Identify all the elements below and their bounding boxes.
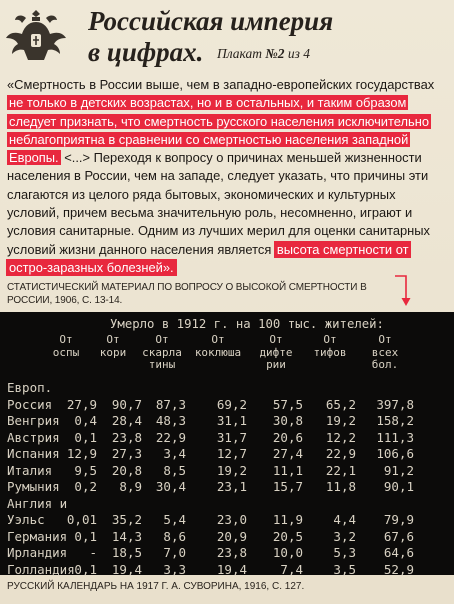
table-cell: 27,3 <box>111 446 142 461</box>
table-col-header: От всех бол. <box>371 333 399 371</box>
table-cell: 27,9 <box>66 396 97 412</box>
table-cell: 67,6 <box>383 528 414 544</box>
table-row-label: Германия <box>7 528 68 544</box>
table-cell: 3,5 <box>333 561 356 577</box>
double-headed-eagle-icon <box>4 4 68 68</box>
table-col-header: От дифте рии <box>259 333 293 371</box>
table-col-header: От кори <box>99 333 127 359</box>
table-cell: 22,1 <box>325 462 356 478</box>
table-cell: 158,2 <box>376 413 414 428</box>
table-cell: 19,4 <box>111 561 142 577</box>
table-cell: 28,4 <box>111 413 142 428</box>
table-cell: 3,2 <box>333 528 356 544</box>
table-row-label: Румыния <box>7 479 60 494</box>
table-cell: 8,9 <box>119 479 142 494</box>
table-row-label: Голландия <box>7 561 75 577</box>
mortality-table <box>0 312 454 575</box>
table-group-label: Европ. <box>7 380 53 395</box>
table-cell: 23,0 <box>216 512 247 527</box>
table-row-label: Венгрия <box>7 413 60 428</box>
table-cell: 20,8 <box>111 462 142 478</box>
table-cell: 11,1 <box>272 462 303 478</box>
table-cell: 91,2 <box>383 462 414 478</box>
table-cell: 19,2 <box>216 462 247 478</box>
table-cell: 35,2 <box>111 512 142 527</box>
table-cell: 57,5 <box>272 396 303 412</box>
table-cell: 12,7 <box>216 446 247 461</box>
table-cell: 30,4 <box>155 479 186 494</box>
table-cell: 27,4 <box>272 446 303 461</box>
table-cell: 0,1 <box>74 528 97 544</box>
table-cell: 48,3 <box>155 413 186 428</box>
table-row-label: Россия <box>7 396 53 412</box>
table-cell: 0,01 <box>66 512 97 527</box>
table-cell: 64,6 <box>383 545 414 560</box>
table-cell: 10,0 <box>272 545 303 560</box>
table-cell: 12,2 <box>325 429 356 445</box>
table-cell: 7,4 <box>280 561 303 577</box>
table-cell: 18,5 <box>111 545 142 560</box>
table-cell: 111,3 <box>376 429 414 445</box>
table-cell: 31,7 <box>216 429 247 445</box>
table-cell: 3,4 <box>163 446 186 461</box>
table-cell: 11,9 <box>272 512 303 527</box>
highlight-2: высота смертности от остро-заразных болезней». <box>9 241 409 275</box>
table-row-label: Австрия <box>7 429 60 445</box>
table-cell: 0,1 <box>74 561 97 577</box>
table-cell: 65,2 <box>325 396 356 412</box>
table-cell: 14,3 <box>111 528 142 544</box>
table-cell: 11,8 <box>325 479 356 494</box>
table-cell: 8,5 <box>163 462 186 478</box>
table-col-header: От коклюша <box>194 333 242 359</box>
poster-number: Плакат №2 из 4 <box>217 46 311 61</box>
table-cell: 52,9 <box>383 561 414 577</box>
table-cell: 8,6 <box>163 528 186 544</box>
table-col-header: От скарла тины <box>142 333 182 371</box>
table-cell: 20,6 <box>272 429 303 445</box>
table-cell: 87,3 <box>155 396 186 412</box>
table-cell: 90,1 <box>383 479 414 494</box>
table-cell: 9,5 <box>74 462 97 478</box>
poster-title: Российская империя <box>88 6 334 36</box>
table-cell: 0,1 <box>74 429 97 445</box>
bracket-arrow-icon <box>393 271 417 309</box>
table-cell: 5,3 <box>333 545 356 560</box>
table-cell: 22,9 <box>325 446 356 461</box>
table-cell: 0,2 <box>74 479 97 494</box>
table-cell: 69,2 <box>216 396 247 412</box>
table-cell: 19,4 <box>216 561 247 577</box>
table-cell: - <box>89 545 97 560</box>
table-cell: 15,7 <box>272 479 303 494</box>
table-cell: 22,9 <box>155 429 186 445</box>
table-cell: 397,8 <box>376 396 414 412</box>
poster-subtitle: в цифрах. <box>88 37 204 67</box>
table-row-label: Испания <box>7 446 60 461</box>
table-cell: 19,2 <box>325 413 356 428</box>
table-cell: 31,1 <box>216 413 247 428</box>
table-cell: 23,8 <box>111 429 142 445</box>
table-cell: 20,5 <box>272 528 303 544</box>
table-row-label: Англия и <box>7 495 68 511</box>
table-cell: 5,4 <box>163 512 186 527</box>
table-cell: 20,9 <box>216 528 247 544</box>
highlight-1: не только в детских возрастах, но и в остальных, и таким образом следует признать, что смертность русского населения исключительно неблагоприятна в сравнении со смертностью населения западной Европы. <box>9 95 430 166</box>
table-cell: 0,4 <box>74 413 97 428</box>
table-cell: 30,8 <box>272 413 303 428</box>
table-row-label: Уэльс <box>7 512 45 527</box>
table-row-label: Италия <box>7 462 53 478</box>
source-note-2: РУССКИЙ КАЛЕНДАРЬ НА 1917 Г. А. СУВОРИНА, 1916, С. 127. <box>7 581 305 592</box>
table-col-header: От оспы <box>52 333 80 359</box>
table-cell: 90,7 <box>111 396 142 412</box>
table-cell: 79,9 <box>383 512 414 527</box>
source-note-1: СТАТИСТИЧЕСКИЙ МАТЕРИАЛ ПО ВОПРОСУ О ВЫСОКОЙ СМЕРТНОСТИ В РОССИИ, 1906, С. 13-14. <box>7 282 367 306</box>
table-title: Умерло в 1912 г. на 100 тыс. жителей: <box>110 317 384 331</box>
table-cell: 12,9 <box>66 446 97 461</box>
table-row-label: Ирландия <box>7 545 68 560</box>
table-cell: 4,4 <box>333 512 356 527</box>
table-cell: 106,6 <box>376 446 414 461</box>
table-cell: 7,0 <box>163 545 186 560</box>
quote-text: «Смертность в России выше, чем в западно-европейских государствах не только в детских возрастах, но и в остальных, и таким образом следует признать, что смертность русского населения исключительно неблагоприятна в сравнении со смертностью населения западной Европы. <...> Переходя к вопросу о причинах меньшей жизненности населения в России, чем на западе, следует указать, что причины эти слагаются из целого ряда бытовых, экономических и культурных условий, причем весьма значительную роль, несомненно, играют и условия санитарные. Одним из лучших мерил для оценки санитарных условий жизни данного населения является высота смертности от остро-заразных болезней». <box>7 77 435 275</box>
table-cell: 23,8 <box>216 545 247 560</box>
table-cell: 3,3 <box>163 561 186 577</box>
table-cell: 23,1 <box>216 479 247 494</box>
table-col-header: От тифов <box>313 333 347 359</box>
